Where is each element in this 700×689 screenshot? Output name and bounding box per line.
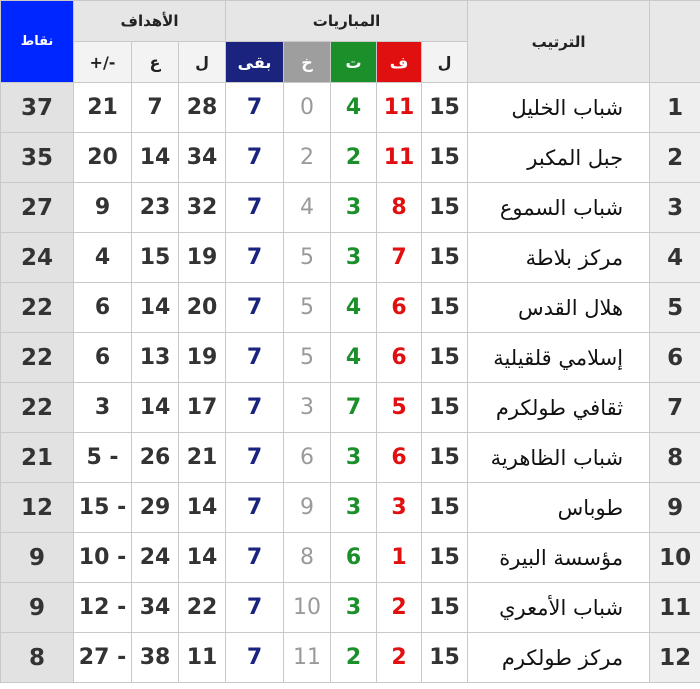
won-cell: 6 (377, 283, 422, 333)
team-name-cell: إسلامي قلقيلية (468, 333, 650, 383)
goals-diff-cell: 6 (74, 333, 132, 383)
rank-cell: 8 (650, 433, 700, 483)
goals-diff-cell: 6 (74, 283, 132, 333)
goals-for-cell: 14 (179, 483, 226, 533)
table-row (1, 483, 700, 533)
table-row (1, 83, 700, 133)
points-cell: 27 (1, 183, 74, 233)
draw-cell: 3 (331, 233, 377, 283)
goals-diff-cell: 27 - (74, 633, 132, 683)
goals-against-cell: 34 (132, 583, 179, 633)
goals-diff-cell: 5 - (74, 433, 132, 483)
remaining-cell: 7 (226, 283, 284, 333)
lost-cell: 6 (284, 433, 331, 483)
points-cell: 21 (1, 433, 74, 483)
points-cell: 24 (1, 233, 74, 283)
lost-cell: 10 (284, 583, 331, 633)
played-cell: 15 (422, 533, 468, 583)
rank-cell: 12 (650, 633, 700, 683)
played-cell: 15 (422, 383, 468, 433)
played-cell: 15 (422, 333, 468, 383)
draw-header: ت (331, 42, 377, 83)
team-name-cell: مركز طولكرم (468, 633, 650, 683)
ranking-header: الترتيب (468, 1, 650, 83)
goals-for-cell: 19 (179, 333, 226, 383)
lost-cell: 4 (284, 183, 331, 233)
played-cell: 15 (422, 633, 468, 683)
lost-cell: 5 (284, 233, 331, 283)
goals-against-cell: 23 (132, 183, 179, 233)
points-header: نقاط (1, 1, 74, 83)
table-header (1, 1, 700, 83)
team-name-cell: مؤسسة البيرة (468, 533, 650, 583)
table-row (1, 533, 700, 583)
won-cell: 6 (377, 333, 422, 383)
rank-cell: 3 (650, 183, 700, 233)
table-row (1, 233, 700, 283)
draw-cell: 4 (331, 333, 377, 383)
goals-diff-cell: 9 (74, 183, 132, 233)
table-row (1, 383, 700, 433)
goals-diff-cell: 15 - (74, 483, 132, 533)
matches-group-header: المباريات (226, 1, 468, 42)
won-header: ف (377, 42, 422, 83)
remaining-cell: 7 (226, 533, 284, 583)
table-row (1, 283, 700, 333)
won-cell: 8 (377, 183, 422, 233)
draw-cell: 4 (331, 283, 377, 333)
won-cell: 11 (377, 83, 422, 133)
table-row (1, 433, 700, 483)
goals-against-cell: 38 (132, 633, 179, 683)
points-cell: 12 (1, 483, 74, 533)
goals-for-cell: 21 (179, 433, 226, 483)
goals-diff-cell: 10 - (74, 533, 132, 583)
rank-cell: 1 (650, 83, 700, 133)
goals-against-cell: 26 (132, 433, 179, 483)
remaining-cell: 7 (226, 483, 284, 533)
points-cell: 37 (1, 83, 74, 133)
team-name-cell: جبل المكبر (468, 133, 650, 183)
goals-against-cell: 24 (132, 533, 179, 583)
draw-cell: 2 (331, 133, 377, 183)
lost-cell: 2 (284, 133, 331, 183)
played-cell: 15 (422, 233, 468, 283)
points-cell: 9 (1, 533, 74, 583)
table-body (1, 83, 700, 683)
rank-cell: 10 (650, 533, 700, 583)
team-name-cell: مركز بلاطة (468, 233, 650, 283)
rank-cell: 2 (650, 133, 700, 183)
goals-for-cell: 32 (179, 183, 226, 233)
team-name-cell: طوباس (468, 483, 650, 533)
won-cell: 3 (377, 483, 422, 533)
remaining-cell: 7 (226, 633, 284, 683)
goals-for-cell: 17 (179, 383, 226, 433)
remaining-cell: 7 (226, 383, 284, 433)
draw-cell: 7 (331, 383, 377, 433)
goals-for-cell: 22 (179, 583, 226, 633)
team-name-cell: ثقافي طولكرم (468, 383, 650, 433)
remaining-header: بقى (226, 42, 284, 83)
lost-cell: 9 (284, 483, 331, 533)
remaining-cell: 7 (226, 433, 284, 483)
goals-diff-cell: 20 (74, 133, 132, 183)
goals-diff-cell: 3 (74, 383, 132, 433)
goals-for-cell: 28 (179, 83, 226, 133)
draw-cell: 3 (331, 433, 377, 483)
goals-for-cell: 20 (179, 283, 226, 333)
points-cell: 22 (1, 333, 74, 383)
remaining-cell: 7 (226, 583, 284, 633)
goals-group-header: الأهداف (74, 1, 226, 42)
played-cell: 15 (422, 133, 468, 183)
lost-cell: 11 (284, 633, 331, 683)
table-row (1, 583, 700, 633)
lost-cell: 5 (284, 333, 331, 383)
team-name-cell: شباب الخليل (468, 83, 650, 133)
goals-against-cell: 29 (132, 483, 179, 533)
points-cell: 22 (1, 283, 74, 333)
won-cell: 5 (377, 383, 422, 433)
points-cell: 9 (1, 583, 74, 633)
draw-cell: 3 (331, 483, 377, 533)
goals-for-cell: 34 (179, 133, 226, 183)
table-row (1, 333, 700, 383)
team-name-cell: شباب السموع (468, 183, 650, 233)
points-cell: 8 (1, 633, 74, 683)
won-cell: 1 (377, 533, 422, 583)
rank-cell: 6 (650, 333, 700, 383)
played-cell: 15 (422, 183, 468, 233)
goals-diff-cell: 12 - (74, 583, 132, 633)
remaining-cell: 7 (226, 333, 284, 383)
goals-for-cell: 11 (179, 633, 226, 683)
goals-for-cell: 14 (179, 533, 226, 583)
table-row (1, 633, 700, 683)
rank-cell: 9 (650, 483, 700, 533)
won-cell: 2 (377, 583, 422, 633)
lost-cell: 8 (284, 533, 331, 583)
rank-cell: 7 (650, 383, 700, 433)
rank-number-header (650, 1, 700, 83)
team-name-cell: شباب الأمعري (468, 583, 650, 633)
goals-for-header: ل (179, 42, 226, 83)
goals-against-cell: 14 (132, 283, 179, 333)
goals-for-cell: 19 (179, 233, 226, 283)
team-name-cell: هلال القدس (468, 283, 650, 333)
lost-header: خ (284, 42, 331, 83)
goals-against-cell: 14 (132, 383, 179, 433)
won-cell: 11 (377, 133, 422, 183)
won-cell: 2 (377, 633, 422, 683)
goals-diff-cell: 21 (74, 83, 132, 133)
team-name-cell: شباب الظاهرية (468, 433, 650, 483)
played-cell: 15 (422, 83, 468, 133)
goals-against-cell: 15 (132, 233, 179, 283)
played-cell: 15 (422, 483, 468, 533)
rank-cell: 11 (650, 583, 700, 633)
remaining-cell: 7 (226, 83, 284, 133)
played-cell: 15 (422, 583, 468, 633)
draw-cell: 3 (331, 183, 377, 233)
remaining-cell: 7 (226, 133, 284, 183)
draw-cell: 6 (331, 533, 377, 583)
goals-against-cell: 7 (132, 83, 179, 133)
played-cell: 15 (422, 433, 468, 483)
rank-cell: 5 (650, 283, 700, 333)
table-row (1, 183, 700, 233)
points-cell: 35 (1, 133, 74, 183)
draw-cell: 2 (331, 633, 377, 683)
draw-cell: 4 (331, 83, 377, 133)
goals-diff-cell: 4 (74, 233, 132, 283)
draw-cell: 3 (331, 583, 377, 633)
points-cell: 22 (1, 383, 74, 433)
lost-cell: 5 (284, 283, 331, 333)
table-row (1, 133, 700, 183)
remaining-cell: 7 (226, 233, 284, 283)
lost-cell: 0 (284, 83, 331, 133)
goals-against-cell: 14 (132, 133, 179, 183)
goals-against-cell: 13 (132, 333, 179, 383)
goals-against-header: ع (132, 42, 179, 83)
lost-cell: 3 (284, 383, 331, 433)
remaining-cell: 7 (226, 183, 284, 233)
rank-cell: 4 (650, 233, 700, 283)
goals-diff-header: +/- (74, 42, 132, 83)
played-header: ل (422, 42, 468, 83)
played-cell: 15 (422, 283, 468, 333)
won-cell: 7 (377, 233, 422, 283)
won-cell: 6 (377, 433, 422, 483)
